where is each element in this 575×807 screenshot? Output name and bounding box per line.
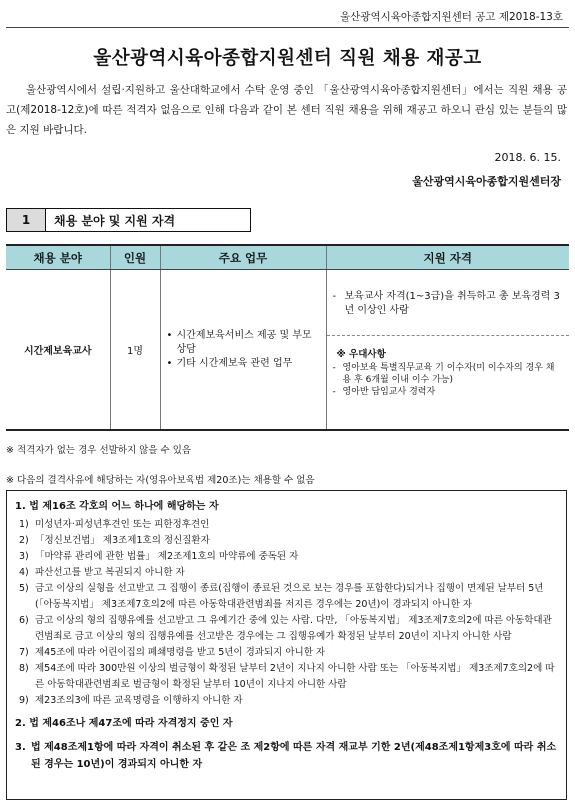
cell-count: 1명 [110,270,160,431]
cell-duties [160,270,326,431]
note-disqualification: ※ 다음의 결격사유에 해당하는 자(영유아보육법 제20조)는 채용할 수 없음 [6,475,315,486]
header-qualification: 지원 자격 [326,245,569,270]
notice-number: 울산광역시육아종합지원센터 공고 제2018-13호 [340,11,563,23]
table-row [6,270,569,431]
header-divider [6,27,569,28]
intro-paragraph: 울산광역시에서 설립‧지원하고 울산대학교에서 수탁 운영 중인 「울산광역시육아종합지원센터」에서는 직원 채용 공고(제2018-12호)에 따른 적격자 없음으로 인해 다음과 같이 본 센터 직원 채용을 위해 재공고 하오니 관심 있는 분들의 많은 지원 바랍니다. [6,84,567,136]
cell-qualification [326,270,569,431]
header-duties: 주요 업무 [160,245,326,270]
list-item: 3) 「마약류 관리에 관한 법률」 제2조제1호의 마약류에 중독된 자 [19,551,299,562]
disq-heading-1: 1. 법 제16조 각호의 어느 하나에 해당하는 자 [15,501,219,512]
section-heading [6,208,251,232]
list-item: 9) 제23조의3에 따른 교육명령을 이행하지 아니한 자 [19,695,243,706]
list-item: 5) 금고 이상의 실형을 선고받고 그 집행이 종료(집행이 종료된 것으로 보는 경우를 포함한다)되거나 집행이 면제된 날부터 5년(「아동복지법」 제3조제7호의2에 따른 아동학대관련범죄를 저지른 경우에는 20년)이 경과되지 아니한 자 [19,583,544,610]
qualification-main: - 보육교사 자격(1~3급)을 취득하고 총 보육경력 3년 이상인 사람 [327,270,570,336]
page-title: 울산광역시육아종합지원센터 직원 채용 재공고 [93,48,482,69]
disqualification-box [6,490,567,800]
cell-field: 시간제보육교사 [6,270,110,431]
list-item: 2) 「정신보건법」 제3조제1호의 정신질환자 [19,535,210,546]
preferences [327,336,570,429]
list-item: 6) 금고 이상의 형의 집행유예를 선고받고 그 유예기간 중에 있는 사람. 다만, 「아동복지법」 제3조제7호의2에 따른 아동학대관련범죄로 금고 이상의 형의 집행유예를 선고받은 경우에는 그 집행유예가 확정된 날부터 20년이 지나지 아니한 사람 [19,615,552,642]
section-title: 채용 분야 및 지원 자격 [46,208,251,232]
duty-item: • 시간제보육서비스 제공 및 부모상담 [166,329,312,355]
issuing-org: 울산광역시육아종합지원센터장 [412,175,561,188]
disq-heading-3: 3. 법 제48조제1항에 따라 자격이 취소된 후 같은 조 제2항에 따른 자격 재교부 기한 2년(제48조제1항제3호에 따라 취소된 경우는 10년)이 경과되지 아니한 자 [15,742,557,770]
header-count: 인원 [110,245,160,270]
preference-item: - 영아반 담임교사 경력자 [332,387,436,397]
note-no-qualified: ※ 적격자가 없는 경우 선발하지 않을 수 있음 [6,445,192,456]
recruitment-table [6,244,569,431]
list-item: 7) 제45조에 따라 어린이집의 폐쇄명령을 받고 5년이 경과되지 아니한 자 [19,647,326,658]
preference-item: - 영아보육 특별직무교육 기 이수자(미 이수자의 경우 채용 후 6개월 이내 이수 가능) [332,363,555,385]
preferences-title: ※ 우대사항 [336,349,386,360]
list-item: 8) 제54조에 따라 300만원 이상의 벌금형이 확정된 날부터 2년이 지나지 아니한 사람 또는 「아동복지법」 제3조제7호의2에 따른 아동학대관련범죄로 벌금형이 확정된 날부터 10년이 지나지 아니한 사람 [19,663,555,690]
list-item: 1) 미성년자‧피성년후견인 또는 피한정후견인 [19,519,210,530]
duty-item: • 기타 시간제보육 관련 업무 [166,357,293,369]
disq-heading-2: 2. 법 제46조나 제47조에 따라 자격정지 중인 자 [15,718,233,729]
list-item: 4) 파산선고를 받고 복권되지 아니한 자 [19,567,185,578]
notice-date: 2018. 6. 15. [494,151,561,164]
table-header-row [6,245,569,270]
section-number: 1 [6,208,46,232]
header-field: 채용 분야 [6,245,110,270]
